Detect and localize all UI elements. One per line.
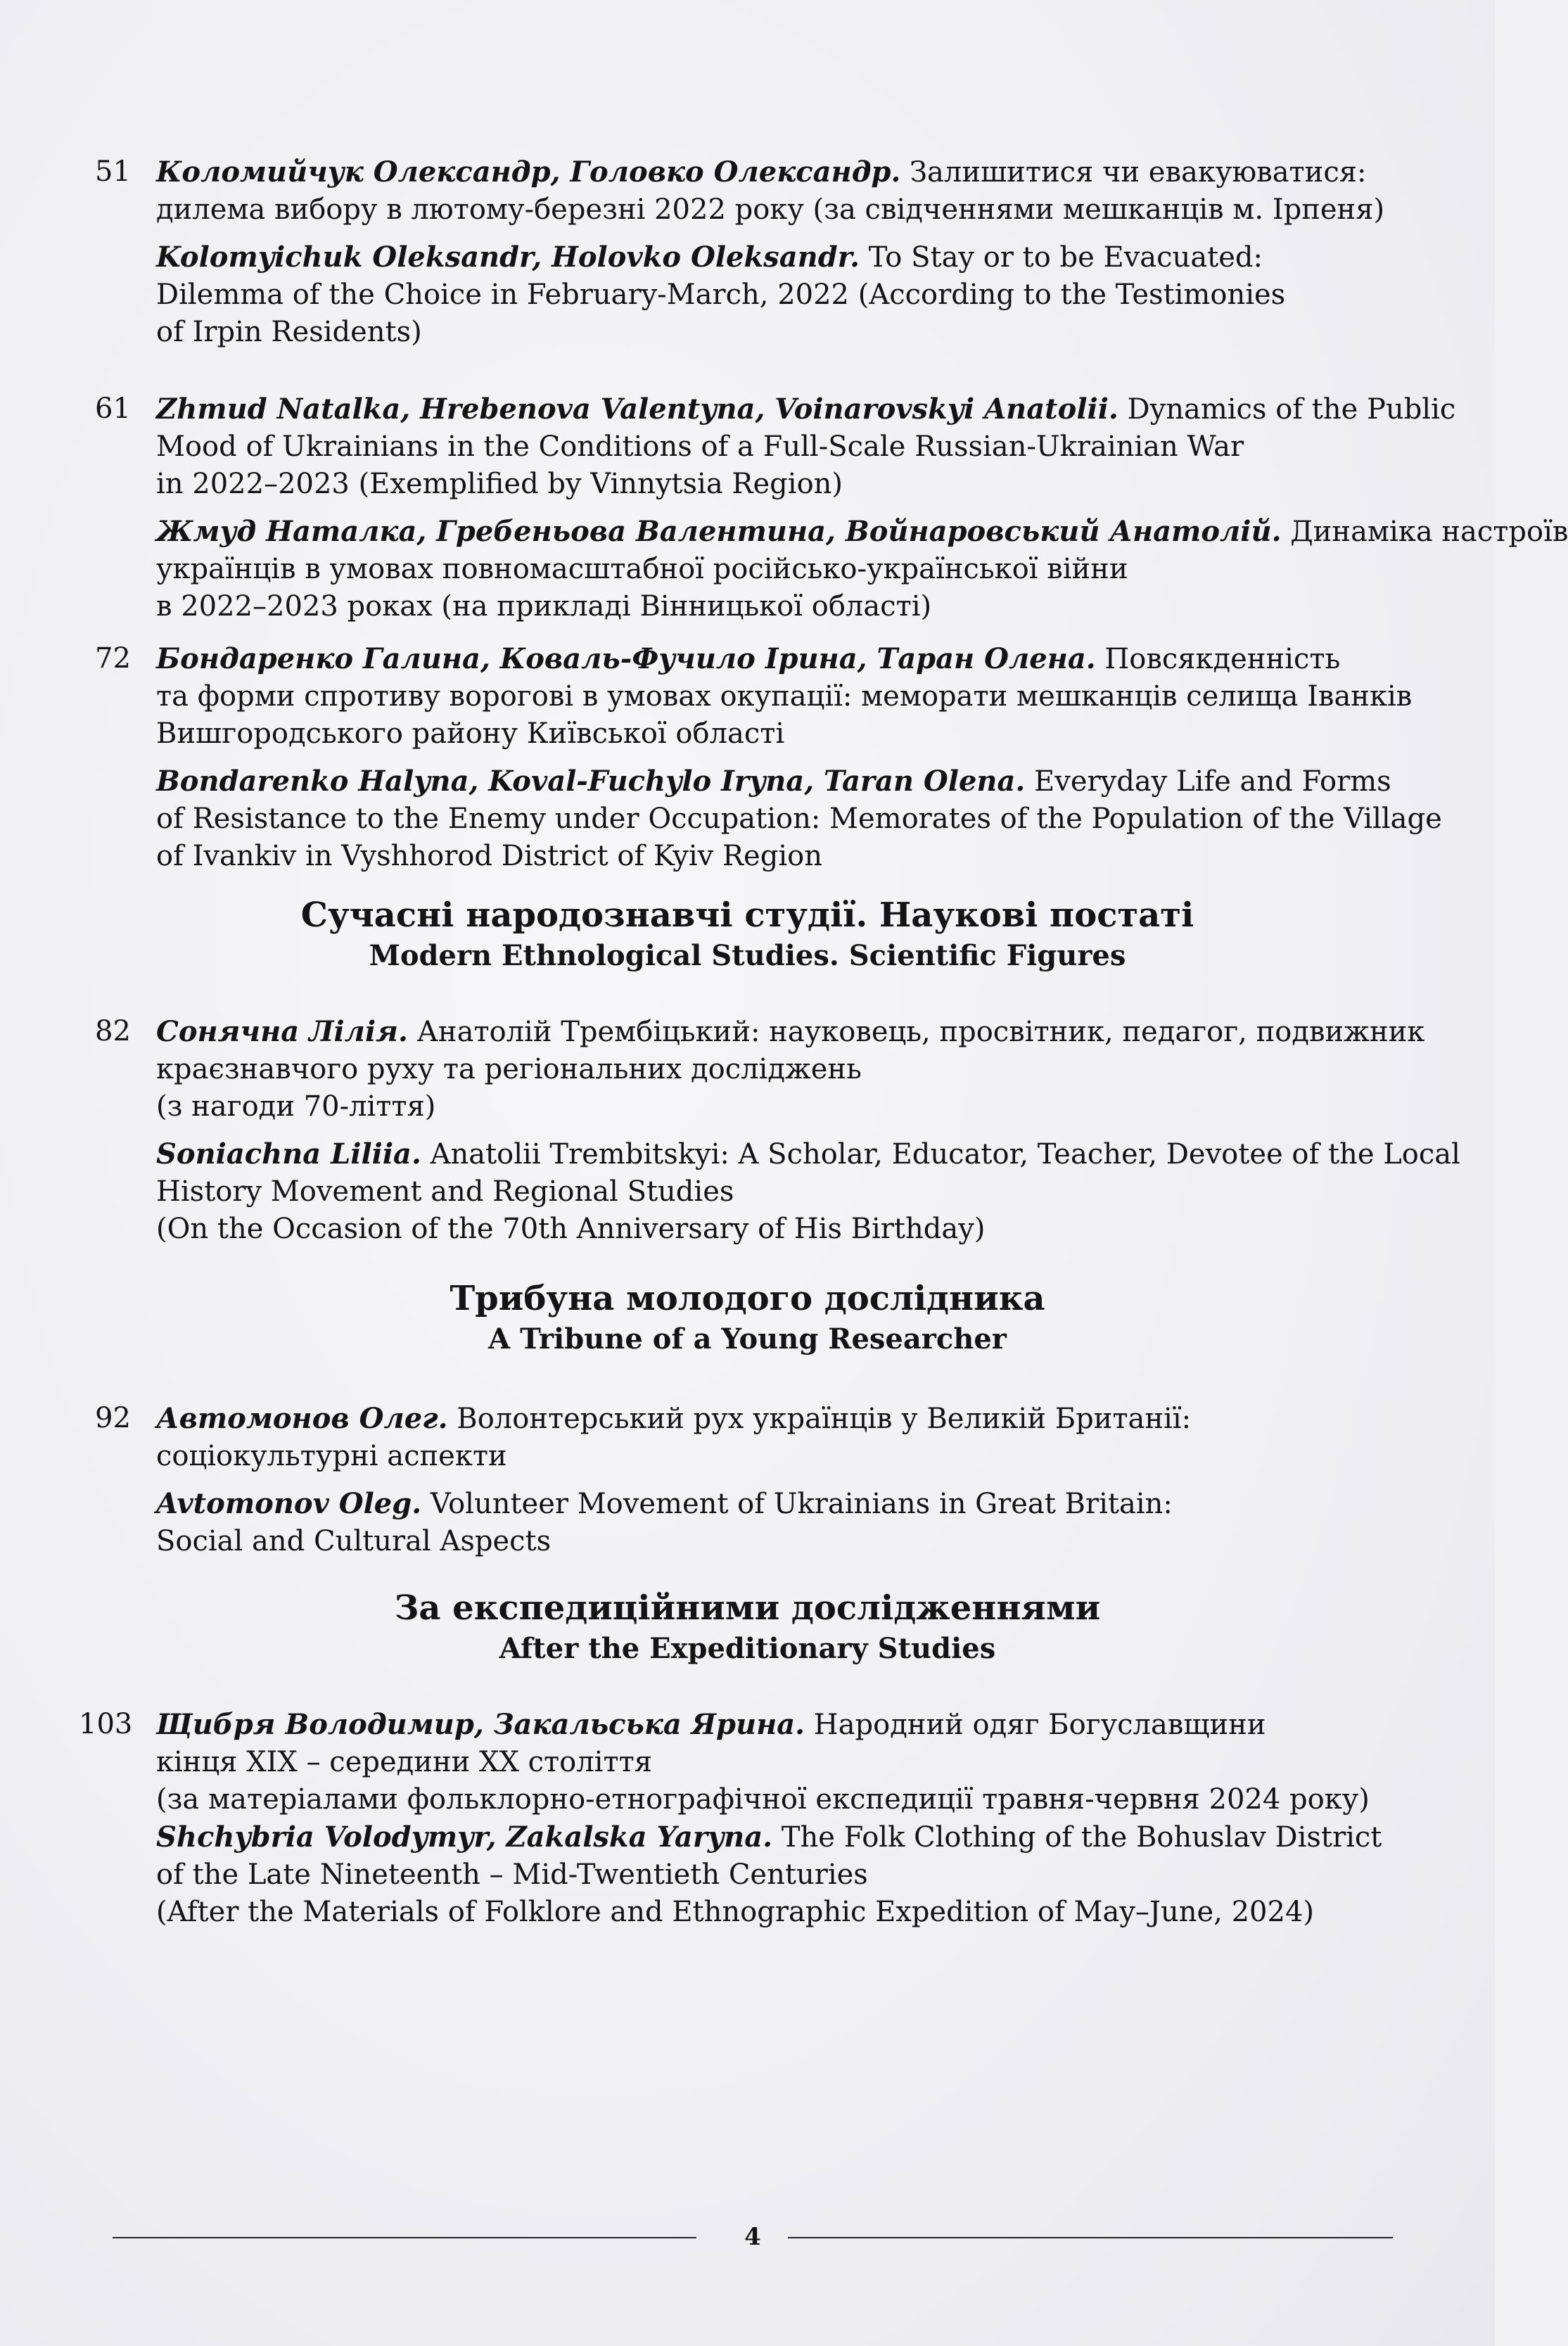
en-authors: Avtomonov Oleg. bbox=[156, 1487, 422, 1520]
ua-title-line: (за матеріалами фольклорно-етнографічної експедиції травня-червня 2024 року) bbox=[156, 1783, 1370, 1816]
section-heading bbox=[0, 893, 1495, 975]
section-title-ua: Сучасні народознавчі студії. Наукові постаті bbox=[300, 895, 1194, 935]
ua-title-line: Народний одяг Богуславщини bbox=[805, 1709, 1266, 1741]
ua-title-line: в 2022–2023 роках (на прикладі Вінницької області) bbox=[156, 590, 932, 623]
entry-text bbox=[156, 1400, 1422, 1560]
ua-title-line: соціокультурні аспекти bbox=[156, 1440, 507, 1472]
ua-title-line: та форми спротиву ворогові в умовах окупації: меморати мешканців селища Іванків bbox=[156, 680, 1413, 713]
en-title-line: Social and Cultural Aspects bbox=[156, 1525, 552, 1557]
en-title-line: Dilemma of the Choice in February-March, 2022 (According to the Testimonies bbox=[156, 279, 1286, 311]
entry-text bbox=[156, 1013, 1460, 1248]
en-title-line: Anatolii Trembitskyi: A Scholar, Educator, Teacher, Devotee of the Local bbox=[421, 1138, 1460, 1171]
en-title-line: (After the Materials of Folklore and Ethnographic Expedition of May–June, 2024) bbox=[156, 1896, 1314, 1928]
en-title-line: of Resistance to the Enemy under Occupation: Memorates of the Population of the Village bbox=[156, 803, 1442, 835]
ua-title-line: українців в умовах повномасштабної російсько-української війни bbox=[156, 553, 1128, 585]
section-title-en: A Tribune of a Young Researcher bbox=[488, 1322, 1007, 1356]
en-authors: Soniachna Liliia. bbox=[156, 1137, 421, 1171]
footer-page-number: 4 bbox=[744, 2223, 761, 2251]
section-title-en: After the Expeditionary Studies bbox=[499, 1632, 996, 1665]
ua-authors: Коломийчук Олександр, Головко Олександр. bbox=[156, 155, 901, 189]
section-heading bbox=[0, 1586, 1495, 1668]
ua-title-line: Повсякденність bbox=[1095, 643, 1341, 675]
ua-authors: Сонячна Лілія. bbox=[156, 1015, 408, 1048]
entry-text bbox=[156, 1706, 1422, 1931]
entry-page-number: 92 bbox=[95, 1402, 131, 1434]
en-title-line: in 2022–2023 (Exemplified by Vinnytsia Region) bbox=[156, 468, 843, 500]
entry-text bbox=[156, 153, 1422, 351]
en-authors: Bondarenko Halyna, Koval-Fuchylo Iryna, Taran Olena. bbox=[156, 765, 1026, 798]
en-title-line: of Irpin Residents) bbox=[156, 316, 422, 348]
en-title-line: The Folk Clothing of the Bohuslav District bbox=[772, 1821, 1382, 1854]
ua-title-line: Залишитися чи евакуюватися: bbox=[900, 156, 1367, 189]
en-title-line: Everyday Life and Forms bbox=[1025, 765, 1391, 798]
ua-title-line: Вишгородського району Київської області bbox=[156, 718, 785, 750]
section-title-ua: Трибуна молодого дослідника bbox=[450, 1279, 1045, 1318]
ua-title-line: Динаміка настроїв bbox=[1281, 516, 1568, 548]
ua-title-line: краєзнавчого руху та регіональних досліджень bbox=[156, 1053, 862, 1085]
en-title-line: Mood of Ukrainians in the Conditions of a Full-Scale Russian-Ukrainian War bbox=[156, 431, 1244, 463]
ua-authors: Бондаренко Галина, Коваль-Фучило Ірина, Таран Олена. bbox=[156, 642, 1096, 675]
en-authors: Zhmud Natalka, Hrebenova Valentyna, Voinarovskyi Anatolii. bbox=[156, 393, 1118, 426]
ua-title-line: кінця XIX – середини XX століття bbox=[156, 1746, 652, 1778]
entry-page-number: 103 bbox=[79, 1708, 133, 1740]
section-title-ua: За експедиційними дослідженнями bbox=[394, 1588, 1101, 1628]
entry-page-number: 72 bbox=[95, 642, 131, 675]
section-title-en: Modern Ethnological Studies. Scientific Figures bbox=[369, 939, 1126, 972]
en-title-line: History Movement and Regional Studies bbox=[156, 1175, 734, 1208]
ua-authors: Автомонов Олег. bbox=[156, 1402, 448, 1435]
en-authors: Kolomyichuk Oleksandr, Holovko Oleksandr. bbox=[156, 241, 860, 274]
en-authors: Shchybria Volodymyr, Zakalska Yaryna. bbox=[156, 1821, 773, 1854]
ua-authors: Жмуд Наталка, Гребеньова Валентина, Войнаровський Анатолій. bbox=[156, 515, 1282, 548]
en-title-line: To Stay or to be Evacuated: bbox=[860, 241, 1263, 274]
section-heading bbox=[0, 1277, 1495, 1358]
entry-page-number: 61 bbox=[95, 393, 131, 425]
ua-title-line: Анатолій Трембіцький: науковець, просвітник, педагог, подвижник bbox=[407, 1016, 1425, 1048]
en-title-line: Dynamics of the Public bbox=[1118, 393, 1456, 426]
en-title-line: Volunteer Movement of Ukrainians in Great Britain: bbox=[421, 1488, 1173, 1520]
entry-text bbox=[156, 640, 1442, 875]
entry-page-number: 51 bbox=[95, 155, 131, 188]
en-title-line: of the Late Nineteenth – Mid-Twentieth Centuries bbox=[156, 1859, 868, 1891]
en-title-line: of Ivankiv in Vyshhorod District of Kyiv Region bbox=[156, 840, 822, 872]
ua-authors: Щибря Володимир, Закальська Ярина. bbox=[156, 1708, 805, 1741]
entry-page-number: 82 bbox=[95, 1015, 131, 1047]
page-footer bbox=[113, 2219, 1393, 2261]
ua-title-line: дилема вибору в лютому-березні 2022 року (за свідченнями мешканців м. Ірпеня) bbox=[156, 193, 1385, 226]
en-title-line: (On the Occasion of the 70th Anniversary of His Birthday) bbox=[156, 1213, 986, 1245]
ua-title-line: Волонтерський рух українців у Великій Британії: bbox=[447, 1403, 1192, 1435]
entry-text bbox=[156, 390, 1568, 625]
footer-rule-left bbox=[113, 2237, 696, 2238]
footer-rule-right bbox=[788, 2237, 1393, 2238]
ua-title-line: (з нагоди 70-ліття) bbox=[156, 1090, 436, 1123]
